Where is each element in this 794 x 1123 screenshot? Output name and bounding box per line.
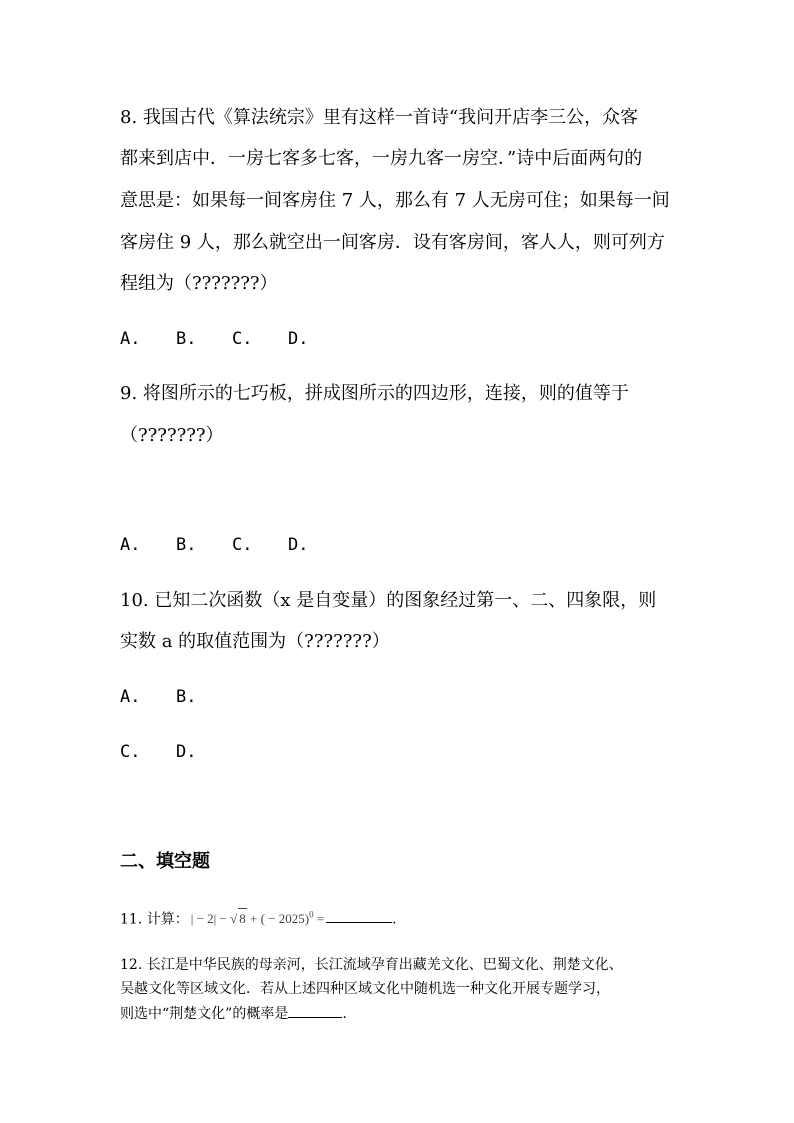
- q10-option-d[interactable]: D.: [176, 742, 197, 762]
- q9-line-1: 9. 将图所示的七巧板，拼成图所示的四边形，连接，则的值等于: [120, 383, 629, 404]
- q8-option-c[interactable]: C.: [232, 329, 253, 349]
- q10-line-2: 实数 a 的取值范围为（???????）: [120, 631, 390, 652]
- q9-option-c[interactable]: C.: [232, 535, 253, 555]
- q9-options: [120, 533, 344, 557]
- q8-options: [120, 327, 344, 351]
- q9-option-d[interactable]: D.: [288, 535, 309, 555]
- q9-line-2: （???????）: [120, 425, 224, 446]
- q9-option-a[interactable]: A.: [120, 535, 141, 555]
- q11-formula: | − 2| − √ 8 + ( − 2025)$^0$ =: [189, 911, 326, 926]
- q12-line-3-text: 则选中“荆楚文化”的概率是: [120, 1006, 289, 1022]
- q11-suffix: .: [392, 911, 397, 928]
- q11-prefix: 11. 计算：: [120, 911, 189, 928]
- q9-option-b[interactable]: B.: [176, 535, 197, 555]
- q11-formula-radicand: 8: [238, 908, 247, 929]
- section-2-heading: 二、填空题: [120, 851, 210, 872]
- q8-line-1: 8. 我国古代《算法统宗》里有这样一首诗“我问开店李三公，众客: [120, 107, 639, 128]
- q10-option-b[interactable]: B.: [176, 687, 197, 707]
- q8-line-4: 客房住 9 人，那么就空出一间客房．设有客房间，客人人，则可列方: [120, 232, 665, 253]
- q11-answer-blank[interactable]: [326, 908, 392, 923]
- q8-option-a[interactable]: A.: [120, 329, 141, 349]
- q11-formula-tail: + ( − 2025): [246, 911, 310, 927]
- q8-line-3: 意思是：如果每一间客房住 7 人，那么有 7 人无房可住；如果每一间: [120, 190, 670, 211]
- q11-formula-exponent: 0: [309, 910, 314, 920]
- q12-line-2: 吴越文化等区域文化．若从上述四种区域文化中随机选一种文化开展专题学习，: [120, 981, 610, 997]
- q10-option-a[interactable]: A.: [120, 687, 141, 707]
- q11-formula-abs: | − 2| −: [190, 911, 231, 927]
- q12-line-3: [120, 1003, 347, 1024]
- q12-line-1: 12. 长江是中华民族的母亲河，长江流域孕育出藏羌文化、巴蜀文化、荆楚文化、: [120, 957, 623, 973]
- q10-options-row-1: [120, 685, 232, 709]
- q8-option-d[interactable]: D.: [288, 329, 309, 349]
- q8-option-b[interactable]: B.: [176, 329, 197, 349]
- q12-answer-blank[interactable]: [288, 1003, 342, 1018]
- q11-line: [120, 905, 397, 929]
- q8-line-5: 程组为（???????）: [120, 273, 278, 294]
- q8-line-2: 都来到店中．一房七客多七客，一房九客一房空．”诗中后面两句的: [120, 148, 643, 169]
- q12-suffix: .: [342, 1006, 347, 1022]
- q11-formula-eq: =: [313, 911, 325, 927]
- q10-line-1: 10. 已知二次函数（x 是自变量）的图象经过第一、二、四象限，则: [120, 590, 657, 611]
- q10-options-row-2: [120, 740, 232, 764]
- q10-option-c[interactable]: C.: [120, 742, 141, 762]
